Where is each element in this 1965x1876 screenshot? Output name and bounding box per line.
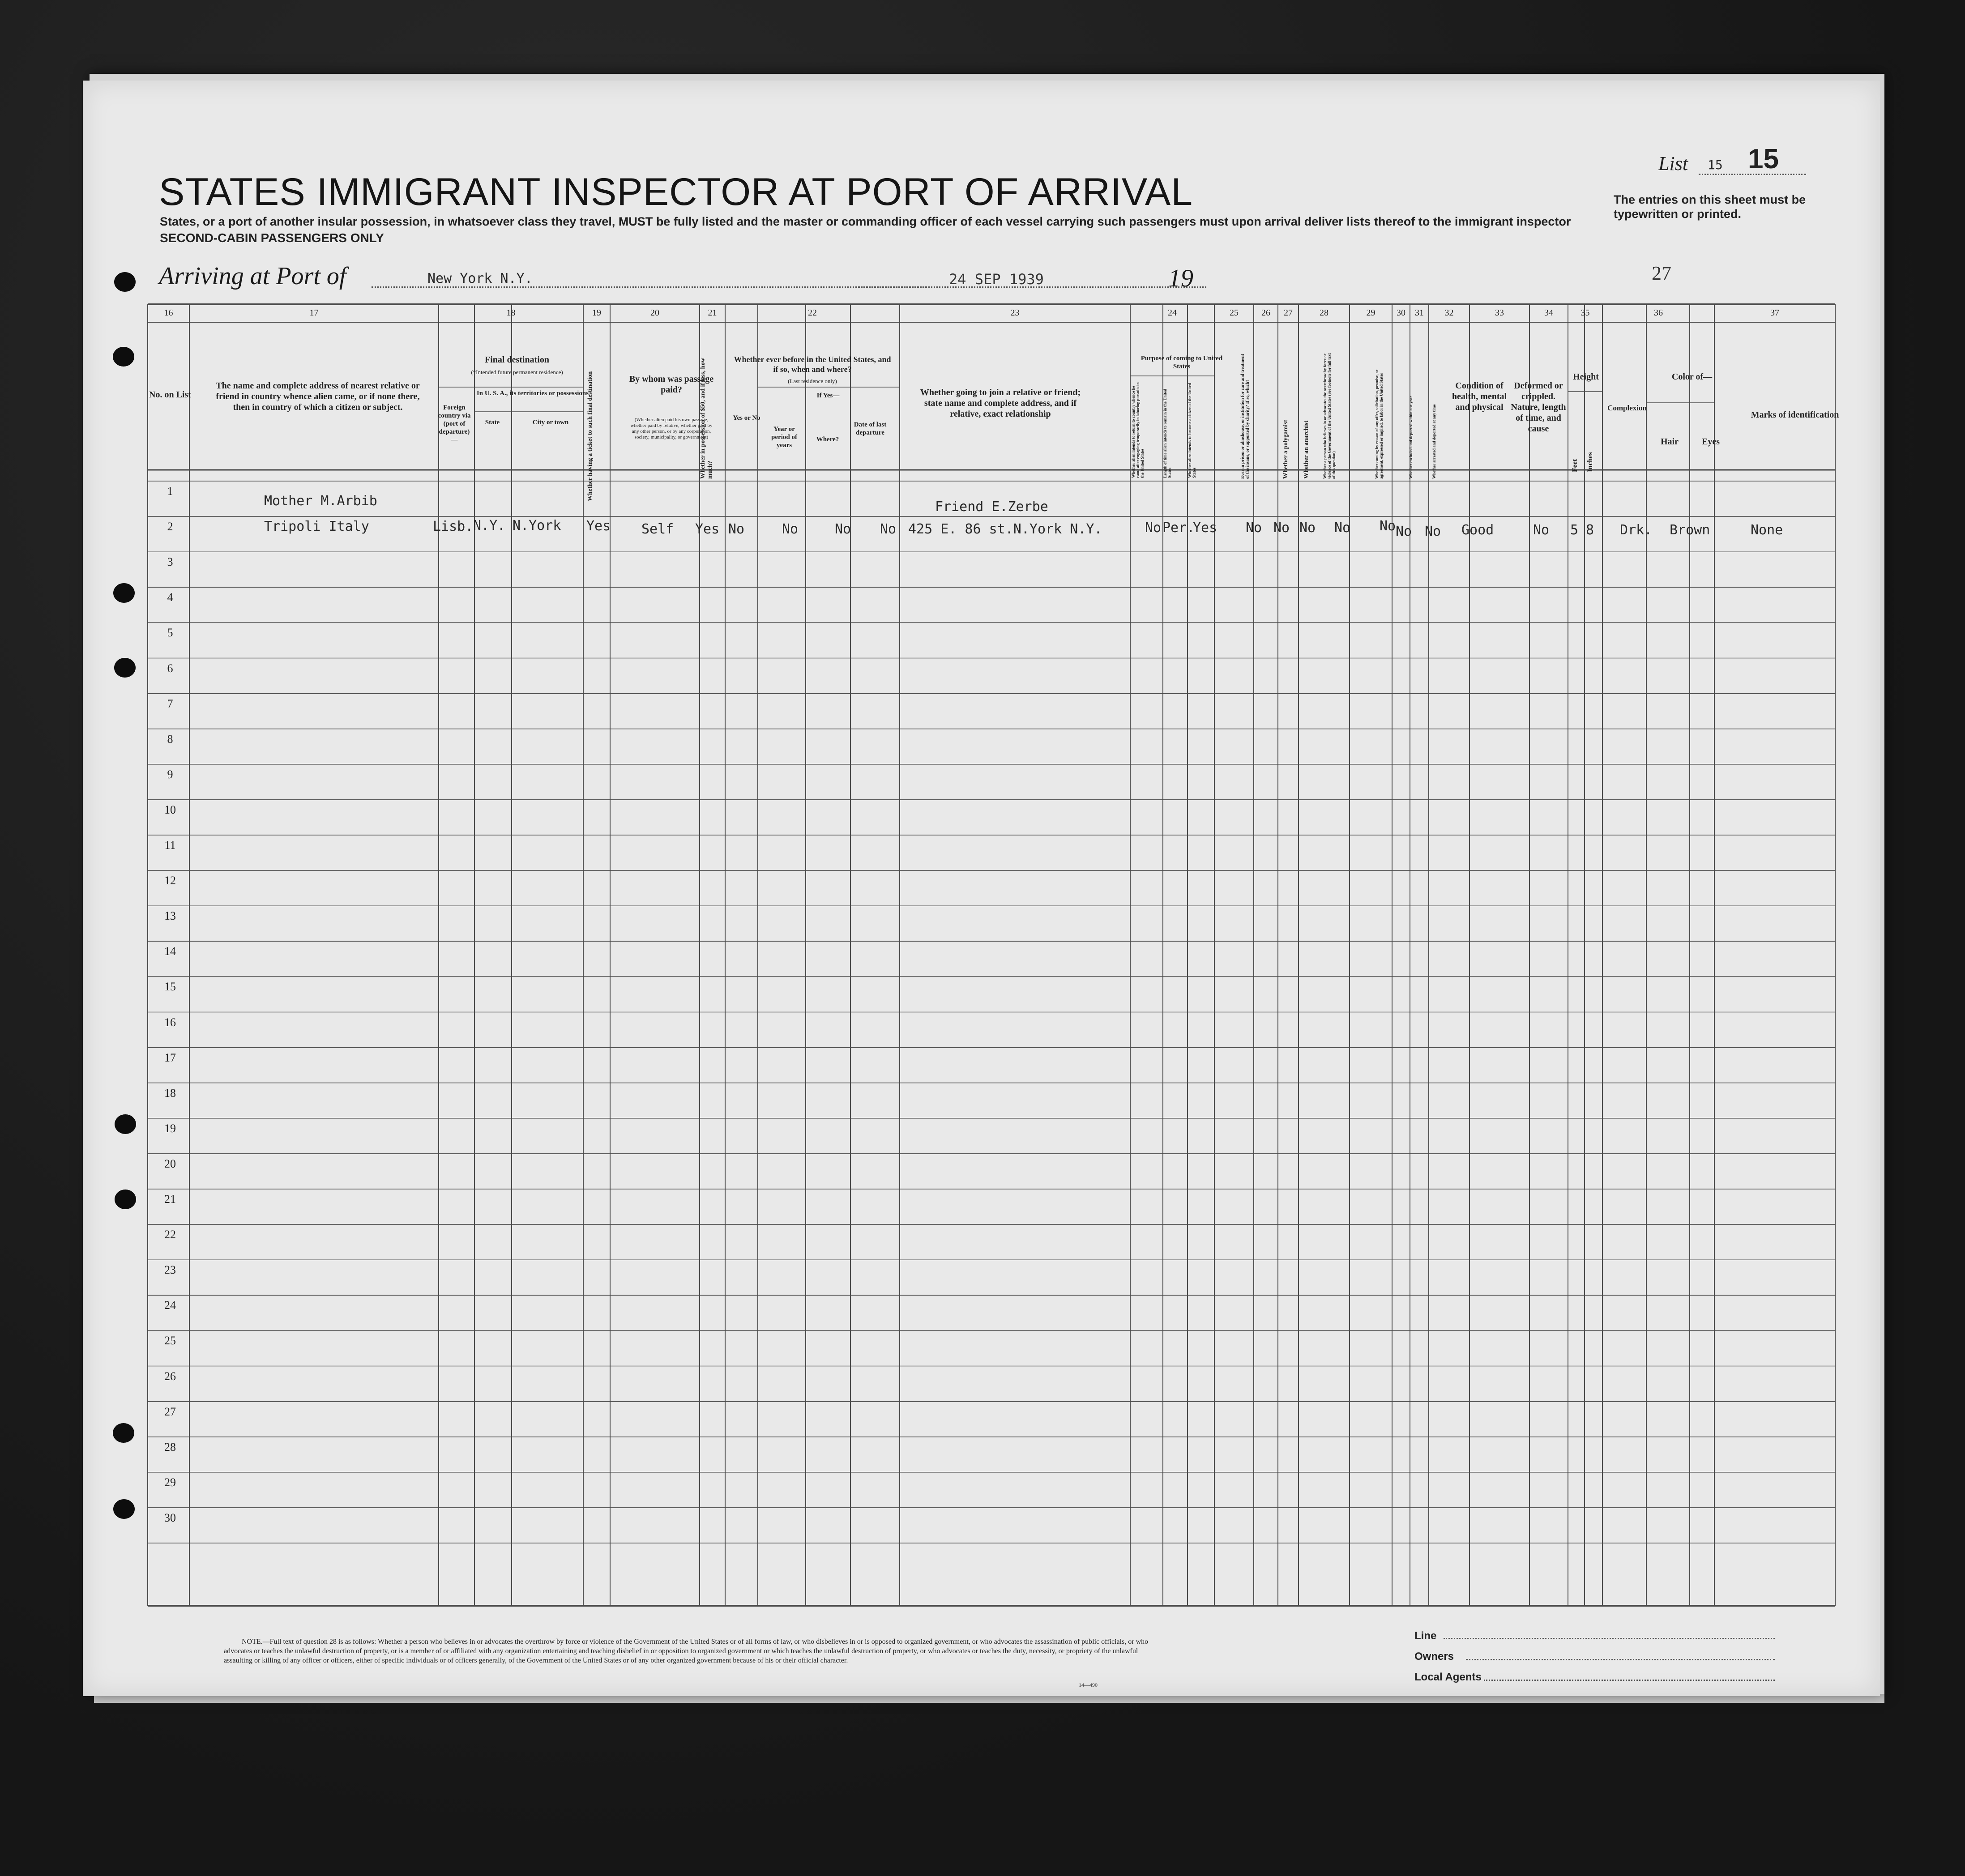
- entry-state: N.Y.: [473, 518, 506, 533]
- row-number: 14: [164, 945, 176, 958]
- column-number: 25: [1230, 308, 1239, 318]
- column-number: 35: [1581, 308, 1590, 318]
- header-complexion: Complexion: [1607, 404, 1647, 412]
- manifest-sheet: [83, 81, 1880, 1696]
- header-if-yes: If Yes—: [816, 392, 840, 399]
- footer-owners-label: Owners: [1414, 1650, 1454, 1663]
- column-number: 36: [1654, 308, 1663, 318]
- header-going-to-join: Whether going to join a relative or friend; state name and complete address, and if relative, exact relationship: [920, 388, 1081, 419]
- header-feet: Feet: [1571, 459, 1579, 472]
- header-deformed: Deformed or crippled. Nature, length of time, and cause: [1511, 381, 1566, 434]
- header-foreign-via: Foreign country via (port of departure)—: [438, 404, 471, 443]
- entry-city: N.York: [513, 518, 561, 533]
- row-number: 21: [164, 1193, 176, 1206]
- header-final-destination: Final destination: [485, 355, 549, 365]
- entry-paid-by: Self: [641, 521, 674, 537]
- header-eyes: Eyes: [1702, 437, 1720, 447]
- row-number: 3: [167, 555, 173, 569]
- row-number: 22: [164, 1228, 176, 1241]
- entry-complexion: Drk.: [1620, 522, 1653, 538]
- port-value: New York N.Y.: [427, 271, 533, 286]
- punch-hole-7: [113, 1423, 134, 1443]
- column-number: 20: [650, 308, 659, 318]
- entry-relative-name: Mother M.Arbib: [264, 493, 377, 509]
- row-number: 2: [167, 520, 173, 533]
- row-number: 29: [164, 1475, 176, 1489]
- header-subtitle-line: States, or a port of another insular possession, in whatsoever class they travel, MUST be fully listed and the master or commanding officer of each vessel carrying such passengers must upon arrival deliver lists thereof to the immigrant inspector: [160, 215, 1571, 228]
- entry-join-name: Friend E.Zerbe: [935, 499, 1048, 515]
- row-number: 4: [167, 591, 173, 604]
- list-label: List: [1658, 153, 1688, 175]
- list-typed: 15: [1708, 158, 1723, 172]
- entry-deformed: No: [1533, 522, 1550, 538]
- row-number: 20: [164, 1157, 176, 1170]
- header-possession-50: Whether in possession of $50, and if less, how much?: [700, 358, 713, 479]
- punch-hole-3: [113, 583, 135, 603]
- header-yes-or-no: Yes or No: [733, 414, 760, 422]
- row-number: 10: [164, 803, 176, 816]
- header-final-destination-note: (*Intended future permanent residence): [471, 369, 563, 375]
- entry-feet: 5: [1570, 522, 1579, 538]
- entry-foreign-via: Lisb.: [433, 519, 474, 534]
- header-state: State: [485, 419, 500, 426]
- entry-q29: No: [1380, 518, 1396, 534]
- column-number: 30: [1397, 308, 1405, 318]
- entry-ticket: Yes: [586, 518, 611, 534]
- column-number: 18: [506, 308, 516, 318]
- row-number: 28: [164, 1440, 176, 1454]
- entry-prison: No: [1246, 520, 1262, 536]
- punch-hole-4: [114, 658, 136, 678]
- column-number: 23: [1010, 308, 1020, 318]
- footnote-question-28: NOTE.—Full text of question 28 is as follows: Whether a person who believes in or advocates the overthrow by force or violence of the Government of the United States or of all forms of law, or who disbelieves in or is opposed to organized government, or who advocates the assassination of public officials, or who advocates or teaches the unlawful destruction of property, or is a member of or affiliated with any organization entertaining and teaching disbelief in or opposition to organized government or which teaches the unlawful destruction of property, or who advocates or teaches the duty, necessity, or propriety of the unlawful assaulting or killing of any officer or officers, either of specific individuals or of officers generally, of the Government of the United States or of any other organized government because of his or their official character.: [224, 1638, 1149, 1664]
- entry-return-intent: No: [1145, 520, 1162, 536]
- column-number: 34: [1544, 308, 1553, 318]
- column-number: 16: [164, 308, 173, 318]
- row-number: 24: [164, 1299, 176, 1312]
- column-number: 28: [1320, 308, 1329, 318]
- stamp-number: 27: [1652, 262, 1671, 284]
- header-where: Where?: [816, 436, 839, 443]
- header-passage-paid: By whom was passage paid?: [629, 374, 714, 395]
- footer-agents-label: Local Agents: [1414, 1671, 1482, 1683]
- row-number: 13: [164, 909, 176, 923]
- row-number: 16: [164, 1015, 176, 1029]
- entry-marks: None: [1751, 522, 1783, 538]
- column-number: 31: [1415, 308, 1424, 318]
- header-height: Height: [1573, 372, 1599, 382]
- entry-has-50: Yes: [695, 521, 720, 537]
- header-nearest-relative: The name and complete address of nearest relative or friend in country whence alien came, or if none there, then in country of which a citizen or subject.: [216, 381, 420, 412]
- header-no-on-list: No. on List: [149, 390, 191, 400]
- row-number: 17: [164, 1051, 176, 1064]
- header-anarchist: Whether an anarchist: [1303, 420, 1310, 479]
- header-marks: Marks of identification: [1751, 410, 1839, 420]
- entry-join-address: 425 E. 86 st.N.York N.Y.: [908, 521, 1102, 537]
- row-number: 26: [164, 1369, 176, 1383]
- form-number: 14—490: [1079, 1682, 1098, 1688]
- list-handwritten: 15: [1748, 144, 1779, 175]
- header-ever-before-us: Whether ever before in the United States, and if so, when and where?: [734, 355, 891, 374]
- header-in-usa: In U. S. A., its territories or possessions: [476, 390, 589, 397]
- entry-eyes: Brown: [1670, 522, 1710, 538]
- page-title: STATES IMMIGRANT INSPECTOR AT PORT OF ARRIVAL: [159, 171, 1193, 213]
- row-number: 18: [164, 1086, 176, 1100]
- header-ever-before-us-note: (Last residence only): [788, 378, 837, 384]
- header-purpose: Purpose of coming to United States: [1141, 355, 1223, 370]
- column-number: 21: [708, 308, 717, 318]
- column-number: 24: [1168, 308, 1177, 318]
- row-number: 12: [164, 874, 176, 887]
- column-number: 37: [1770, 308, 1779, 318]
- row-number: 23: [164, 1263, 176, 1277]
- row-number: 15: [164, 980, 176, 993]
- header-health: Condition of health, mental and physical: [1452, 381, 1507, 412]
- row-number: 1: [167, 485, 173, 498]
- entry-polygamist: No: [1273, 520, 1290, 536]
- year-prefix: 19: [1168, 264, 1193, 292]
- date-stamp: 24 SEP 1939: [949, 271, 1044, 288]
- row-number: 8: [167, 732, 173, 746]
- punch-hole-5: [115, 1114, 136, 1134]
- row-number: 6: [167, 661, 173, 675]
- header-ticket: Whether having a ticket to such final destination: [587, 371, 594, 501]
- entry-before-in-us: No: [728, 521, 745, 537]
- entry-where: No: [835, 521, 851, 537]
- footer-agents-underline: [1484, 1680, 1775, 1681]
- header-date-last-departure: Date of last departure: [854, 421, 887, 436]
- punch-hole-1: [114, 272, 136, 292]
- row-number: 11: [164, 839, 176, 852]
- footer-line-underline: [1444, 1638, 1775, 1639]
- header-q28: Whether a person who believes in or advocates the overthrow by force or violence of the Government of the United States (See footnote for full text of this question): [1323, 353, 1336, 479]
- header-passage-paid-note: (Whether alien paid his own passage, whether paid by relative, whether paid by any other person, or by any corporation, society, municipality, or government): [630, 417, 713, 440]
- entry-health: Good: [1461, 522, 1494, 538]
- table-grid: [83, 81, 1880, 1696]
- header-color-of: Color of—: [1671, 372, 1713, 382]
- punch-hole-6: [115, 1190, 136, 1209]
- column-number: 26: [1261, 308, 1270, 318]
- entry-length-stay: Per.: [1162, 520, 1195, 536]
- header-inches: Inches: [1586, 452, 1594, 472]
- class-line: SECOND-CABIN PASSENGERS ONLY: [160, 231, 384, 245]
- footer-owners-underline: [1466, 1659, 1775, 1660]
- typewritten-instruction: The entries on this sheet must be typewritten or printed.: [1614, 193, 1806, 221]
- punch-hole-8: [113, 1499, 135, 1519]
- header-purpose-length: Length of time alien intends to remain in the United States: [1163, 388, 1172, 478]
- row-number: 5: [167, 626, 173, 640]
- header-purpose-return: Whether alien intends to return to country whence he came after engaging temporarily in laboring pursuits in the United States: [1131, 382, 1145, 478]
- column-number: 32: [1444, 308, 1454, 318]
- column-number: 27: [1284, 308, 1293, 318]
- header-q30: Whether excluded and deported within one year: [1409, 396, 1413, 479]
- header-purpose-citizen: Whether alien intends to become a citizen of the United States: [1188, 383, 1196, 478]
- header-prison: Ever in prison or almshouse, or institution for care and treatment of the insane, or supported by charity? If so, which?: [1240, 354, 1250, 479]
- header-q29: Whether coming by reason of any offer, solicitation, promise, or agreement, expressed or implied, to labor in the United States: [1375, 370, 1384, 479]
- header-period-of-years: Year or period of years: [771, 426, 797, 449]
- arriving-label: Arriving at Port of: [159, 262, 346, 290]
- column-number: 33: [1495, 308, 1504, 318]
- entry-inches: 8: [1586, 522, 1594, 538]
- header-city: City or town: [532, 419, 569, 426]
- entry-q31: No: [1425, 524, 1441, 539]
- entry-period: No: [782, 521, 799, 537]
- row-number: 9: [167, 767, 173, 781]
- header-hair: Hair: [1661, 437, 1679, 447]
- column-number: 29: [1366, 308, 1376, 318]
- row-number: 7: [167, 697, 173, 710]
- entry-citizen-intent: Yes: [1193, 520, 1217, 536]
- column-number: 17: [309, 308, 319, 318]
- entry-date-departure: No: [880, 521, 897, 537]
- row-number: 27: [164, 1405, 176, 1418]
- entry-anarchist: No: [1299, 520, 1316, 536]
- row-number: 19: [164, 1121, 176, 1135]
- entry-q30: No: [1396, 524, 1412, 539]
- entry-q28: No: [1334, 520, 1351, 536]
- header-q31: Whether arrested and deported at any time: [1432, 404, 1436, 479]
- punch-hole-2: [113, 347, 134, 367]
- row-number: 25: [164, 1334, 176, 1347]
- header-polygamist: Whether a polygamist: [1282, 420, 1289, 479]
- row-number: 30: [164, 1511, 176, 1524]
- entry-relative-address: Tripoli Italy: [264, 519, 369, 534]
- footer-line-label: Line: [1414, 1630, 1437, 1642]
- column-number: 22: [808, 308, 817, 318]
- column-number: 19: [592, 308, 601, 318]
